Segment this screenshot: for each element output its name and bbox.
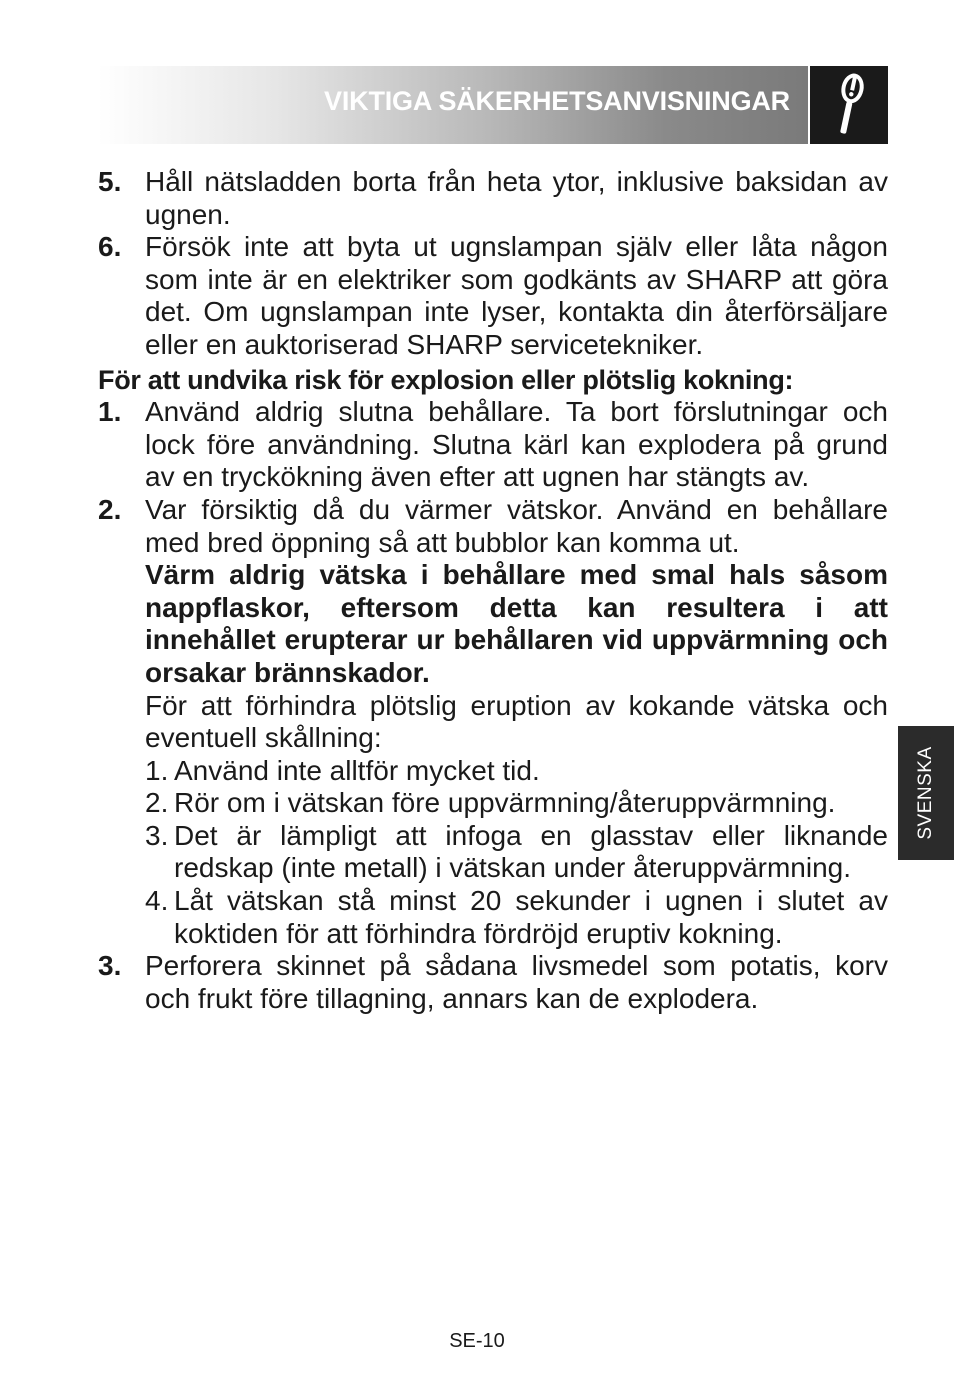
item-number: 5. (98, 166, 122, 197)
sub-list-item (145, 787, 888, 820)
list-item (98, 231, 888, 361)
item-body (145, 494, 888, 950)
sub-list-item (145, 820, 888, 885)
sub-item-number: 1. (145, 754, 169, 786)
sub-item-number: 3. (145, 819, 169, 851)
page-number: SE-10 (449, 1330, 505, 1352)
warning-icon-box (810, 66, 888, 144)
language-tab-label: SVENSKA (915, 746, 936, 840)
warning-tag-icon (810, 66, 888, 144)
list-item (98, 166, 888, 231)
list-item (98, 950, 888, 1015)
item-text: Försök inte att byta ut ugnslampan själv eller låta någon som inte är en elektriker som godkänts av SHARP att göra det. Om ugnslampan inte lyser, kontakta din återförsäljare eller en auktoriserad SHARP servicetekniker. (145, 231, 888, 360)
sub-list-item (145, 885, 888, 950)
warning-text: Värm aldrig vätska i behållare med smal hals såsom nappflaskor, eftersom detta kan resultera i att innehållet erupterar ur behållaren vid uppvärmning och orsakar brännskador. (145, 559, 888, 688)
item-number: 6. (98, 231, 122, 263)
item-number: 2. (98, 493, 122, 525)
sub-item-text: Det är lämpligt att infoga en glasstav eller liknande redskap (inte metall) i vätskan under återuppvärmning. (174, 819, 888, 884)
section-header-band (98, 66, 808, 144)
item-number: 1. (98, 396, 122, 428)
item-number: 3. (98, 950, 122, 982)
section-heading: För att undvika risk för explosion eller plötslig kokning: (98, 364, 794, 395)
sub-item-text: Använd inte alltför mycket tid. (174, 754, 540, 786)
prevent-intro-text: För att förhindra plötslig eruption av kokande vätska och eventuell skållning: (145, 689, 888, 754)
section-title: VIKTIGA SÄKERHETSANVISNINGAR (324, 86, 790, 116)
sub-item-text: Rör om i vätskan före uppvärmning/återuppvärmning. (174, 787, 836, 819)
sub-list-item (145, 755, 888, 788)
item-text: Perforera skinnet på sådana livsmedel som potatis, korv och frukt före tillagning, annars kan de explodera. (145, 950, 888, 1014)
sub-item-number: 2. (145, 787, 169, 819)
language-side-tab (898, 726, 954, 860)
item-text: Var försiktig då du värmer vätskor. Använd en behållare med bred öppning så att bubblor kan komma ut. (145, 493, 888, 558)
item-text: Använd aldrig slutna behållare. Ta bort förslutningar och lock före användning. Slutna kärl kan explodera på grund av en tryckökning även efter att ugnen har stängts av. (145, 396, 888, 493)
list-item (98, 396, 888, 494)
sub-item-text: Låt vätskan stå minst 20 sekunder i ugnen i slutet av koktiden för att förhindra fördröjd eruptiv kokning. (174, 885, 888, 949)
sub-item-number: 4. (145, 885, 169, 917)
item-text: Håll nätsladden borta från heta ytor, inklusive baksidan av ugnen. (145, 166, 888, 230)
list-item (98, 494, 888, 950)
main-content (98, 166, 888, 1015)
